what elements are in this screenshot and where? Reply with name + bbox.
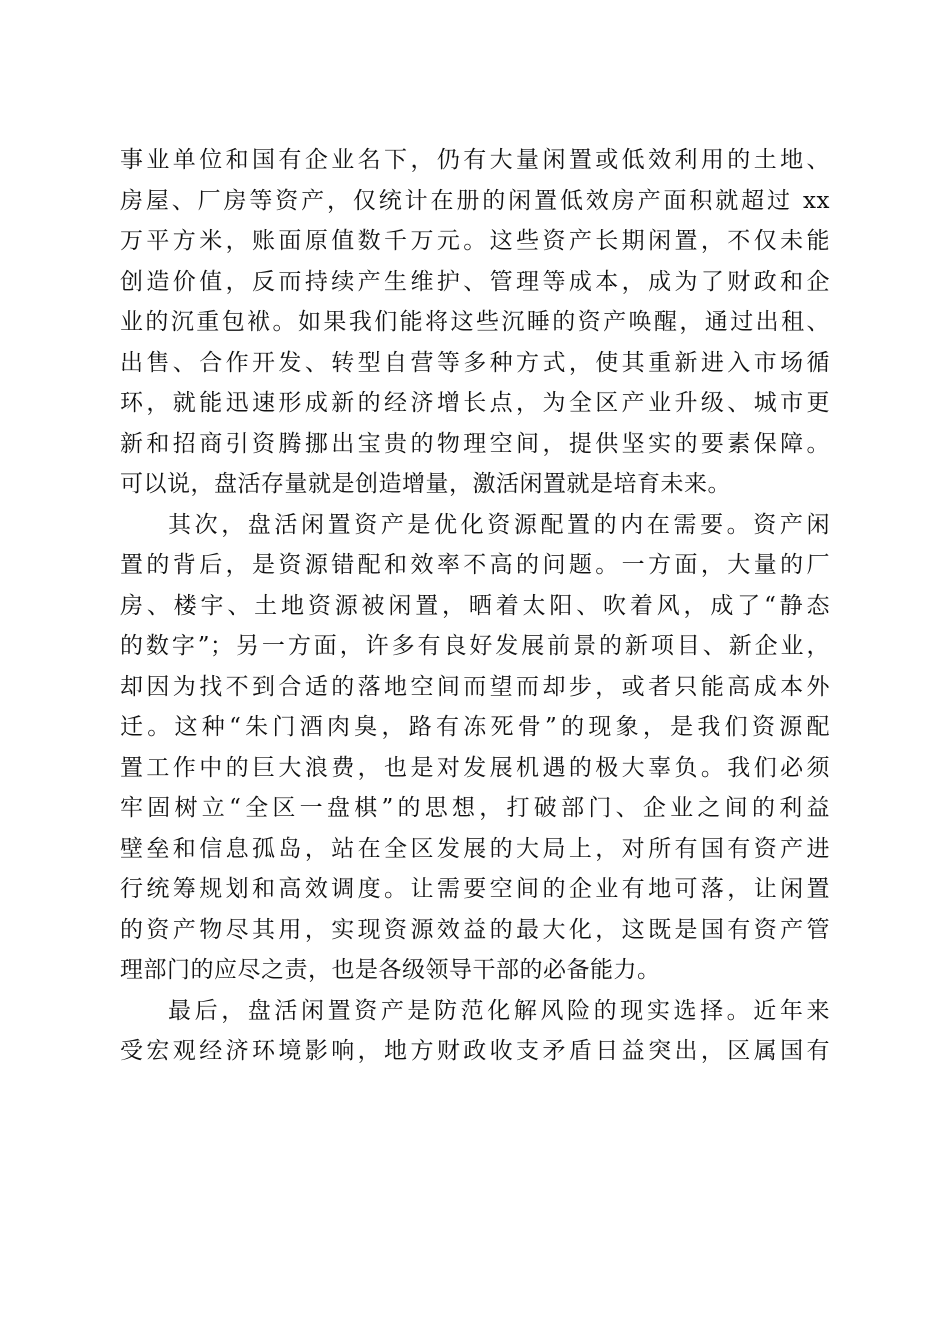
text-line: 行统筹规划和高效调度。让需要空间的企业有地可落，让闲置 [120,876,830,902]
text-line: 新和招商引资腾挪出宝贵的物理空间，提供坚实的要素保障。 [120,430,830,457]
text-line: 的数字”；另一方面，许多有良好发展前景的新项目、新企业， [120,633,830,659]
text-line: 却因为找不到合适的落地空间而望而却步，或者只能高成本外 [120,673,830,700]
text-line: 万平方米，账面原值数千万元。这些资产长期闲置，不仅未能 [120,228,830,254]
text-line: 出售、合作开发、转型自营等多种方式，使其重新进入市场循 [120,349,830,376]
text-line: 的资产物尽其用，实现资源效益的最大化，这既是国有资产管 [120,916,830,943]
text-line: 受宏观经济环境影响，地方财政收支矛盾日益突出，区属国有 [120,1038,830,1064]
text-line: 环，就能迅速形成新的经济增长点，为全区产业升级、城市更 [120,390,830,416]
text-line: 可以说，盘活存量就是创造增量，激活闲置就是培育未来。 [120,471,731,497]
text-line: 房、楼宇、土地资源被闲置，晒着太阳、吹着风，成了“静态 [120,592,830,619]
text-line: 房屋、厂房等资产，仅统计在册的闲置低效房产面积就超过 xx [120,187,830,214]
paragraph-start-line: 最后，盘活闲置资产是防范化解风险的现实选择。近年来 [168,997,830,1024]
text-line: 壁垒和信息孤岛，站在全区发展的大局上，对所有国有资产进 [120,835,830,862]
text-line: 业的沉重包袱。如果我们能将这些沉睡的资产唤醒，通过出租、 [120,309,830,335]
text-line: 牢固树立“全区一盘棋”的思想，打破部门、企业之间的利益 [120,795,830,821]
body-text [120,140,830,1072]
text-line: 置工作中的巨大浪费，也是对发展机遇的极大辜负。我们必须 [120,754,830,781]
text-line: 创造价值，反而持续产生维护、管理等成本，成为了财政和企 [120,268,830,295]
text-line: 迁。这种“朱门酒肉臭，路有冻死骨”的现象，是我们资源配 [120,714,830,740]
text-line: 置的背后，是资源错配和效率不高的问题。一方面，大量的厂 [120,552,830,578]
text-line: 事业单位和国有企业名下，仍有大量闲置或低效利用的土地、 [120,147,830,173]
paragraph-start-line: 其次，盘活闲置资产是优化资源配置的内在需要。资产闲 [168,511,830,538]
text-line: 理部门的应尽之责，也是各级领导干部的必备能力。 [120,957,661,983]
